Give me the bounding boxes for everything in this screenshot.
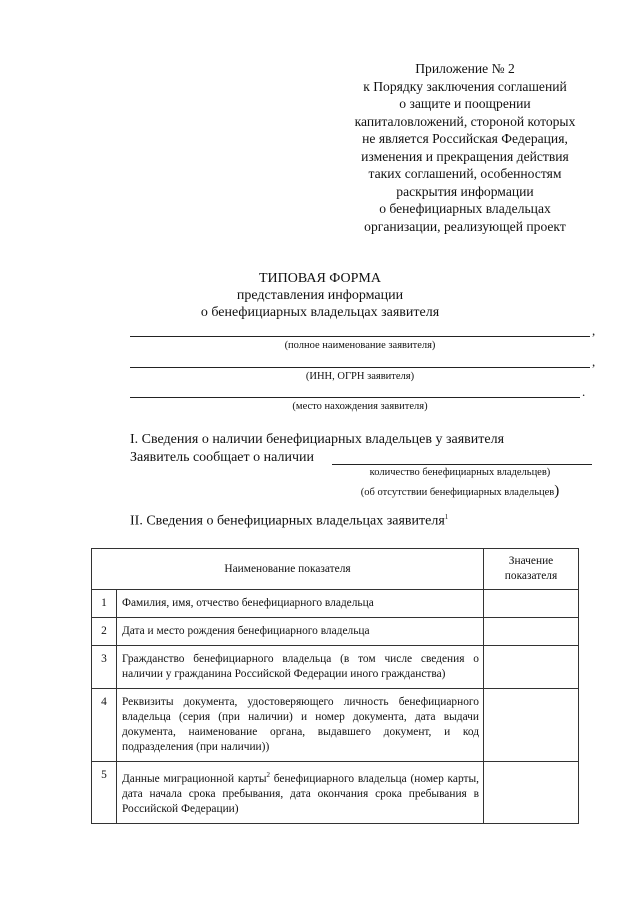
field-punctuation: . bbox=[582, 384, 586, 399]
footnote-marker: 2 bbox=[266, 771, 270, 779]
field-caption: (полное наименование заявителя) bbox=[284, 340, 436, 351]
table-header-row bbox=[92, 549, 579, 590]
appendix-line: капиталовложений, стороной которых bbox=[354, 113, 576, 129]
row-number: 2 bbox=[92, 618, 117, 646]
beneficiary-info-table bbox=[91, 548, 579, 824]
table-row bbox=[92, 762, 579, 824]
row-text: Данные миграционной карты bbox=[122, 772, 267, 785]
form-title-block bbox=[0, 270, 640, 321]
appendix-line: о защите и поощрении bbox=[399, 96, 531, 111]
appendix-line: организации, реализующей проект bbox=[364, 218, 566, 234]
table-row bbox=[92, 689, 579, 762]
row-indicator: Дата и место рождения бенефициарного владельца bbox=[117, 618, 484, 646]
applicant-name-field[interactable] bbox=[130, 336, 590, 337]
row-indicator bbox=[117, 762, 484, 824]
row-value-cell[interactable] bbox=[484, 590, 579, 618]
appendix-header bbox=[330, 60, 600, 235]
field-punctuation: , bbox=[592, 354, 596, 369]
no-beneficiaries-caption bbox=[340, 483, 580, 500]
row-value-cell[interactable] bbox=[484, 646, 579, 689]
row-value-cell[interactable] bbox=[484, 689, 579, 762]
appendix-line: раскрытия информации bbox=[396, 183, 534, 199]
appendix-line: не является Российская Федерация, bbox=[362, 131, 568, 146]
caption-paren: ) bbox=[554, 483, 560, 499]
table-row bbox=[92, 590, 579, 618]
row-value-cell[interactable] bbox=[484, 762, 579, 824]
row-value-cell[interactable] bbox=[484, 618, 579, 646]
appendix-line: о бенефициарных владельцах bbox=[379, 201, 551, 216]
section-1-heading: I. Сведения о наличии бенефициарных владельцев у заявителя bbox=[130, 432, 505, 447]
form-subtitle: представления информации bbox=[236, 288, 404, 303]
field-caption: (место нахождения заявителя) bbox=[292, 401, 428, 412]
row-indicator: Реквизиты документа, удостоверяющего личность бенефициарного владельца (серия (при наличии) и номер документа, дата выдачи документа, наименование органа, выдавшего документ, и код подразделения (при наличии)) bbox=[117, 689, 484, 762]
table-row bbox=[92, 646, 579, 689]
applicant-inn-ogrn-field[interactable] bbox=[130, 367, 590, 368]
appendix-line: изменения и прекращения действия bbox=[361, 148, 569, 164]
row-indicator: Гражданство бенефициарного владельца (в том числе сведения о наличии у гражданина Российской Федерации иного гражданства) bbox=[117, 646, 484, 689]
footnote-marker: 1 bbox=[444, 513, 449, 521]
beneficiary-count-caption: количество бенефициарных владельцев) bbox=[369, 467, 551, 478]
table-row bbox=[92, 618, 579, 646]
field-caption: (ИНН, ОГРН заявителя) bbox=[305, 371, 415, 382]
row-number: 3 bbox=[92, 646, 117, 689]
column-header-value: Значение показателя bbox=[484, 549, 579, 590]
column-header-indicator: Наименование показателя bbox=[92, 549, 484, 590]
section-1-statement: Заявитель сообщает о наличии bbox=[130, 450, 314, 465]
appendix-line: Приложение № 2 bbox=[415, 61, 515, 76]
section-2-title: II. Сведения о бенефициарных владельцах заявителя bbox=[130, 513, 445, 529]
field-punctuation: , bbox=[592, 323, 596, 338]
appendix-line: к Порядку заключения соглашений bbox=[363, 78, 567, 94]
section-2-heading bbox=[130, 513, 448, 530]
caption-text: (об отсутствии бенефициарных владельцев bbox=[360, 487, 555, 498]
applicant-location-field[interactable] bbox=[130, 397, 580, 398]
row-indicator: Фамилия, имя, отчество бенефициарного владельца bbox=[117, 590, 484, 618]
row-number: 5 bbox=[92, 762, 117, 824]
form-subtitle: о бенефициарных владельцах заявителя bbox=[200, 305, 440, 320]
row-number: 4 bbox=[92, 689, 117, 762]
form-title: ТИПОВАЯ ФОРМА bbox=[259, 271, 381, 286]
row-number: 1 bbox=[92, 590, 117, 618]
appendix-line: таких соглашений, особенностям bbox=[368, 166, 562, 181]
beneficiary-count-field[interactable] bbox=[332, 464, 592, 465]
row-text: бенефициарного владельца (номер карты, дата начала срока пребывания, дата окончания срока пребывания в Российской Федерации) bbox=[122, 772, 479, 815]
